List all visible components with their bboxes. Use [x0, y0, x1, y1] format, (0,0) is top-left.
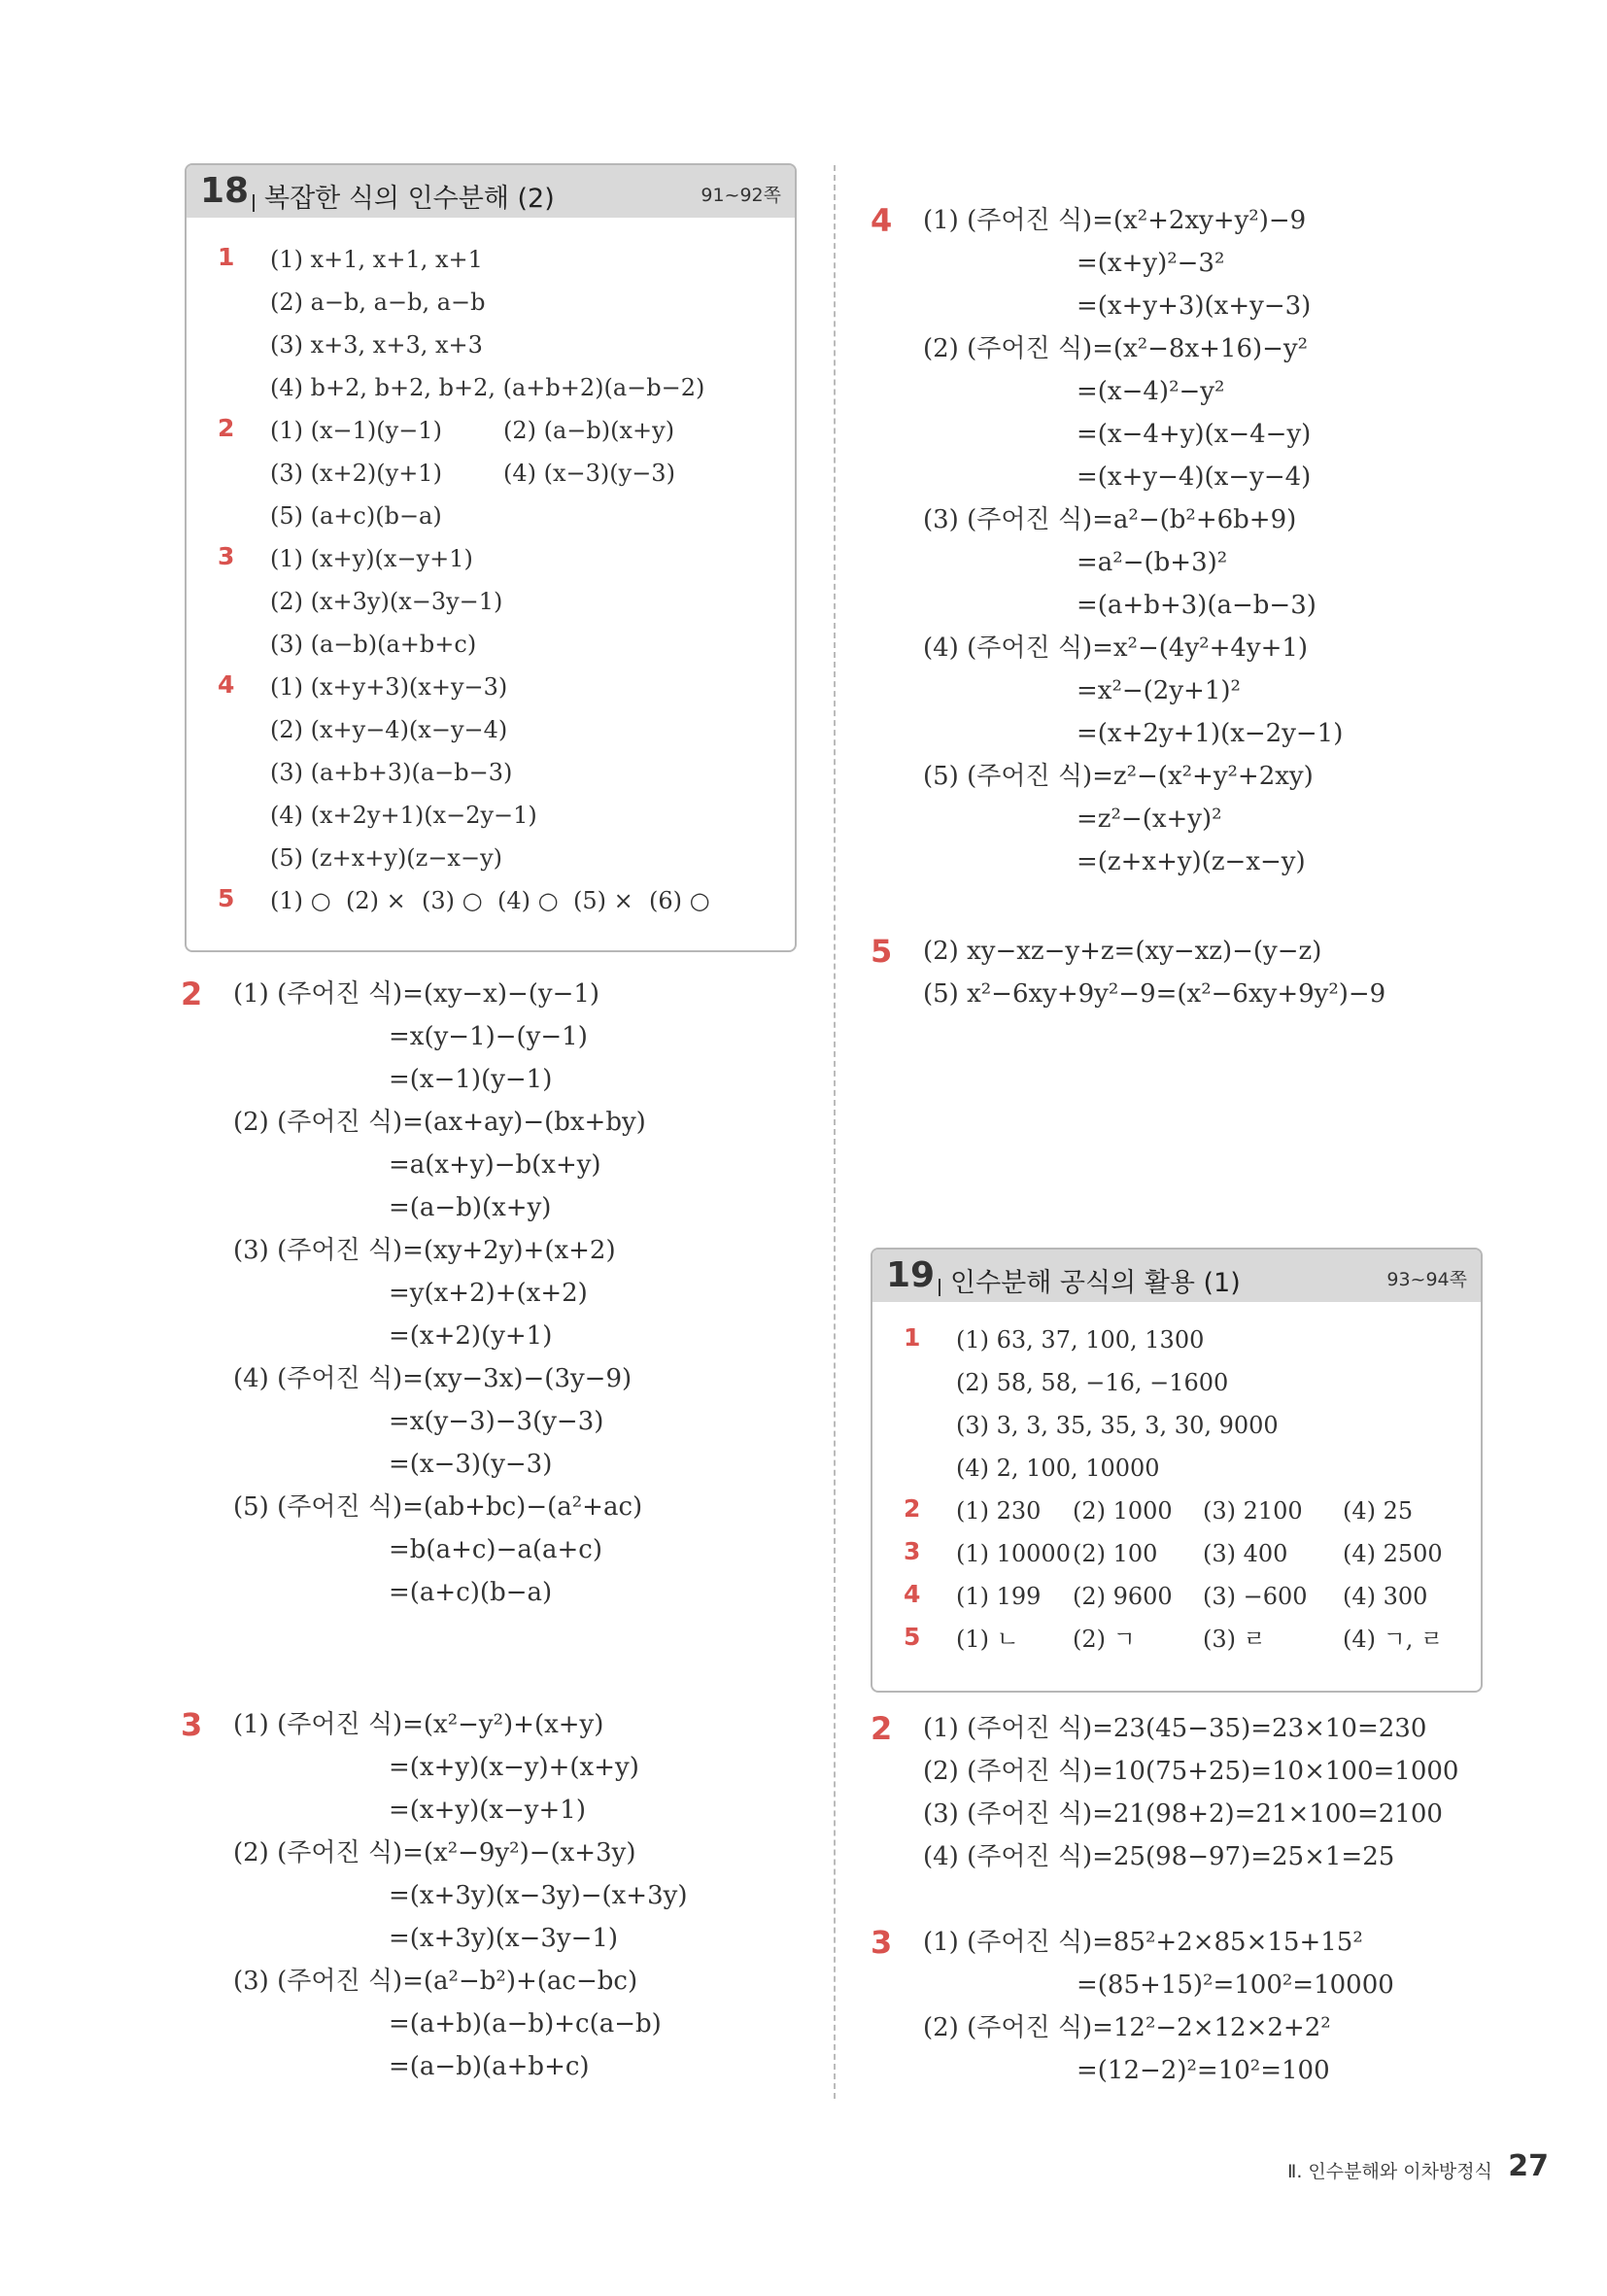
solution-line: (2) (주어진 식)=10(75+25)=10×100=1000: [923, 1757, 1459, 1786]
solution-line: =(12−2)²=10²=100: [1077, 2056, 1330, 2085]
solution-line: =(x+2)(y+1): [389, 1321, 553, 1351]
solution-line: (2) xy−xz−y+z=(xy−xz)−(y−z): [923, 937, 1322, 966]
answer-cell: (3) 400: [1203, 1540, 1288, 1567]
answer-cell: (6) ○: [649, 887, 710, 914]
answer-line: (4) (x+2y+1)(x−2y−1): [270, 802, 537, 829]
question-number: 5: [218, 884, 235, 912]
answer-cell: (3) 2100: [1203, 1497, 1303, 1525]
section-18-header: [187, 165, 795, 218]
solution-line: =(x−4)²−y²: [1077, 377, 1225, 406]
answer-cell: (4) ㄱ, ㄹ: [1343, 1626, 1444, 1653]
solution-line: =(x+y+3)(x+y−3): [1077, 291, 1312, 321]
solution-line: (2) (주어진 식)=(x²−8x+16)−y²: [923, 334, 1309, 363]
answer-cell: (4) 25: [1343, 1497, 1414, 1525]
solution-line: =(x−3)(y−3): [389, 1450, 553, 1479]
solution-line: =a²−(b+3)²: [1077, 548, 1228, 577]
question-number: 4: [218, 670, 235, 699]
solution-line: =(x+y)(x−y+1): [389, 1796, 586, 1825]
answer-cell: (2) 1000: [1073, 1497, 1173, 1525]
answer-line: (5) (a+c)(b−a): [270, 502, 442, 530]
question-number: 4: [904, 1580, 921, 1608]
answer-line: (2) 58, 58, −16, −1600: [956, 1369, 1229, 1396]
answer-cell: (1) 199: [956, 1583, 1042, 1610]
question-number: 2: [218, 414, 235, 442]
solution-line: (1) (주어진 식)=(x²+2xy+y²)−9: [923, 206, 1307, 235]
solution-line: =(x+y−4)(x−y−4): [1077, 463, 1312, 492]
chapter-label: Ⅱ. 인수분해와 이차방정식: [1286, 2161, 1492, 2182]
solution-line: (5) x²−6xy+9y²−9=(x²−6xy+9y²)−9: [923, 979, 1386, 1009]
question-number: 1: [904, 1323, 921, 1352]
solution-line: =(a+b+3)(a−b−3): [1077, 591, 1316, 620]
section-18-box: [185, 163, 797, 952]
solution-line: (3) (주어진 식)=(a²−b²)+(ac−bc): [233, 1967, 638, 1996]
solution-line: (2) (주어진 식)=12²−2×12×2+2²: [923, 2013, 1331, 2042]
answer-line: (2) (x+3y)(x−3y−1): [270, 588, 503, 615]
answer-cell: (1) ○: [270, 887, 331, 914]
answer-line: (4) 2, 100, 10000: [956, 1455, 1160, 1482]
solution-number: 3: [181, 1706, 203, 1743]
solution-line: =(a+b)(a−b)+c(a−b): [389, 2009, 662, 2039]
solution-line: =(x+3y)(x−3y)−(x+3y): [389, 1881, 688, 1910]
solution-line: =(85+15)²=100²=10000: [1077, 1970, 1394, 2000]
solution-line: (1) (주어진 식)=(xy−x)−(y−1): [233, 979, 600, 1009]
question-number: 3: [218, 542, 235, 570]
question-number: 1: [218, 243, 235, 271]
solution-number: 5: [871, 933, 893, 970]
solution-line: =(a−b)(a+b+c): [389, 2052, 590, 2081]
answer-cell: (3) ○: [422, 887, 483, 914]
solution-line: =(a−b)(x+y): [389, 1193, 552, 1222]
solution-line: (3) (주어진 식)=(xy+2y)+(x+2): [233, 1236, 616, 1265]
answer-line: (4) (x−3)(y−3): [503, 460, 675, 487]
divider-tick: [253, 194, 255, 212]
solution-line: =y(x+2)+(x+2): [389, 1279, 588, 1308]
answer-line: (2) (x+y−4)(x−y−4): [270, 716, 508, 743]
answer-cell: (4) 2500: [1343, 1540, 1443, 1567]
solution-line: (1) (주어진 식)=85²+2×85×15+15²: [923, 1928, 1363, 1957]
page-range: 91~92쪽: [701, 185, 781, 206]
solution-line: =(z+x+y)(z−x−y): [1077, 847, 1306, 876]
solution-line: (3) (주어진 식)=a²−(b²+6b+9): [923, 505, 1297, 534]
answer-line: (4) b+2, b+2, b+2, (a+b+2)(a−b−2): [270, 374, 705, 401]
solution-line: =x(y−3)−3(y−3): [389, 1407, 604, 1436]
answer-cell: (2) 9600: [1073, 1583, 1173, 1610]
answer-cell: (2) ㄱ: [1073, 1626, 1136, 1653]
solution-line: (1) (주어진 식)=23(45−35)=23×10=230: [923, 1714, 1427, 1743]
section-title: 인수분해 공식의 활용 (1): [950, 1268, 1241, 1298]
page-range: 93~94쪽: [1386, 1269, 1467, 1290]
section-19-header: [872, 1250, 1481, 1302]
solution-line: =(a+c)(b−a): [389, 1578, 553, 1607]
solution-line: (5) (주어진 식)=z²−(x²+y²+2xy): [923, 762, 1314, 791]
answer-line: (3) 3, 3, 35, 35, 3, 30, 9000: [956, 1412, 1279, 1439]
solution-line: =(x+y)(x−y)+(x+y): [389, 1753, 639, 1782]
solution-line: =(x−4+y)(x−4−y): [1077, 420, 1312, 449]
section-title: 복잡한 식의 인수분해 (2): [264, 184, 555, 214]
solution-line: =(x+2y+1)(x−2y−1): [1077, 719, 1344, 748]
answer-line: (1) (x−1)(y−1): [270, 417, 442, 444]
answer-cell: (5) ×: [573, 887, 633, 914]
answer-cell: (2) 100: [1073, 1540, 1158, 1567]
answer-line: (1) (x+y)(x−y+1): [270, 545, 473, 572]
solution-line: (4) (주어진 식)=25(98−97)=25×1=25: [923, 1842, 1395, 1871]
answer-cell: (1) 10000: [956, 1540, 1071, 1567]
solution-line: (4) (주어진 식)=x²−(4y²+4y+1): [923, 634, 1309, 663]
solution-line: =(x+y)²−3²: [1077, 249, 1225, 278]
solution-line: (2) (주어진 식)=(ax+ay)−(bx+by): [233, 1108, 646, 1137]
answer-line: (1) x+1, x+1, x+1: [270, 246, 483, 273]
solution-line: =(x−1)(y−1): [389, 1065, 553, 1094]
answer-line: (3) (a+b+3)(a−b−3): [270, 759, 513, 786]
section-number: 19: [886, 1255, 936, 1295]
solution-line: (4) (주어진 식)=(xy−3x)−(3y−9): [233, 1364, 633, 1393]
solution-line: =z²−(x+y)²: [1077, 805, 1222, 834]
answer-cell: (3) ㄹ: [1203, 1626, 1266, 1653]
solution-number: 2: [181, 976, 203, 1012]
solution-line: (2) (주어진 식)=(x²−9y²)−(x+3y): [233, 1838, 636, 1868]
answer-line: (5) (z+x+y)(z−x−y): [270, 844, 502, 872]
solution-line: (5) (주어진 식)=(ab+bc)−(a²+ac): [233, 1492, 643, 1522]
solution-line: =a(x+y)−b(x+y): [389, 1150, 601, 1180]
answer-line: (3) x+3, x+3, x+3: [270, 331, 483, 359]
solution-line: =x²−(2y+1)²: [1077, 676, 1241, 705]
section-number: 18: [200, 171, 250, 211]
solution-line: =b(a+c)−a(a+c): [389, 1535, 602, 1564]
answer-cell: (1) ㄴ: [956, 1626, 1019, 1653]
answer-cell: (4) 300: [1343, 1583, 1428, 1610]
question-number: 3: [904, 1537, 921, 1565]
answer-line: (3) (x+2)(y+1): [270, 460, 442, 487]
solution-line: (3) (주어진 식)=21(98+2)=21×100=2100: [923, 1799, 1443, 1829]
answer-line: (1) (x+y+3)(x+y−3): [270, 673, 508, 701]
answer-cell: (3) −600: [1203, 1583, 1308, 1610]
question-number: 2: [904, 1494, 921, 1523]
page-number: 27: [1508, 2149, 1549, 2183]
solution-number: 4: [871, 202, 893, 239]
answer-cell: (2) ×: [346, 887, 406, 914]
answer-line: (2) a−b, a−b, a−b: [270, 289, 486, 316]
divider-tick: [939, 1279, 940, 1296]
answer-line: (2) (a−b)(x+y): [503, 417, 675, 444]
solution-line: =(x+3y)(x−3y−1): [389, 1924, 619, 1953]
answer-cell: (4) ○: [497, 887, 559, 914]
answer-line: (3) (a−b)(a+b+c): [270, 631, 477, 658]
answer-line: (1) 63, 37, 100, 1300: [956, 1326, 1205, 1354]
solution-number: 3: [871, 1924, 893, 1961]
question-number: 5: [904, 1623, 921, 1651]
column-divider: [834, 165, 836, 2099]
solution-line: (1) (주어진 식)=(x²−y²)+(x+y): [233, 1710, 604, 1739]
answer-cell: (1) 230: [956, 1497, 1042, 1525]
solution-number: 2: [871, 1710, 893, 1747]
section-19-box: [871, 1248, 1483, 1693]
solution-line: =x(y−1)−(y−1): [389, 1022, 588, 1051]
